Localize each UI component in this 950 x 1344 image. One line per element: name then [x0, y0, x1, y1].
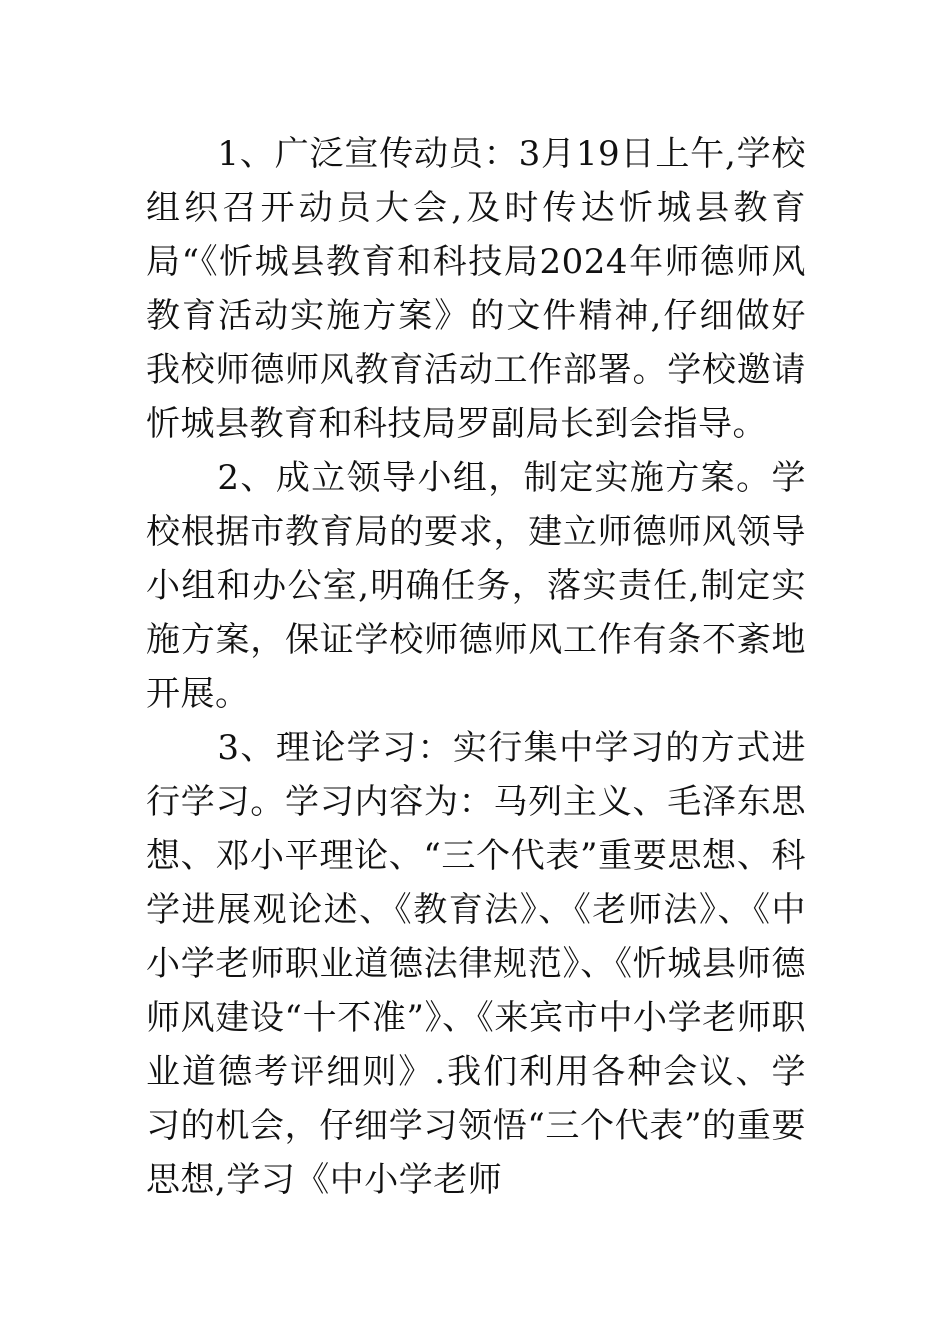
document-body [146, 127, 806, 1207]
paragraph-2: 2、成立领导小组，制定实施方案。学校根据市教育局的要求，建立师德师风领导小组和办公室,明确任务，落实责任,制定实施方案，保证学校师德师风工作有条不紊地开展。 [146, 458, 806, 714]
paragraph-1: 1、广泛宣传动员：3月19日上午,学校组织召开动员大会,及时传达忻城县教育局“《忻城县教育和科技局2024年师德师风教育活动实施方案》的文件精神,仔细做好我校师德师风教育活动工作部署。学校邀请忻城县教育和科技局罗副局长到会指导。 [146, 134, 806, 444]
paragraph-3: 3、理论学习：实行集中学习的方式进行学习。学习内容为：马列主义、毛泽东思想、邓小平理论、“三个代表”重要思想、科学进展观论述、《教育法》、《老师法》、《中小学老师职业道德法律规范》、《忻城县师德师风建设“十不准”》、《来宾市中小学老师职业道德考评细则》.我们利用各种会议、学习的机会，仔细学习领悟“三个代表”的重要思想,学习《中小学老师 [146, 728, 806, 1200]
